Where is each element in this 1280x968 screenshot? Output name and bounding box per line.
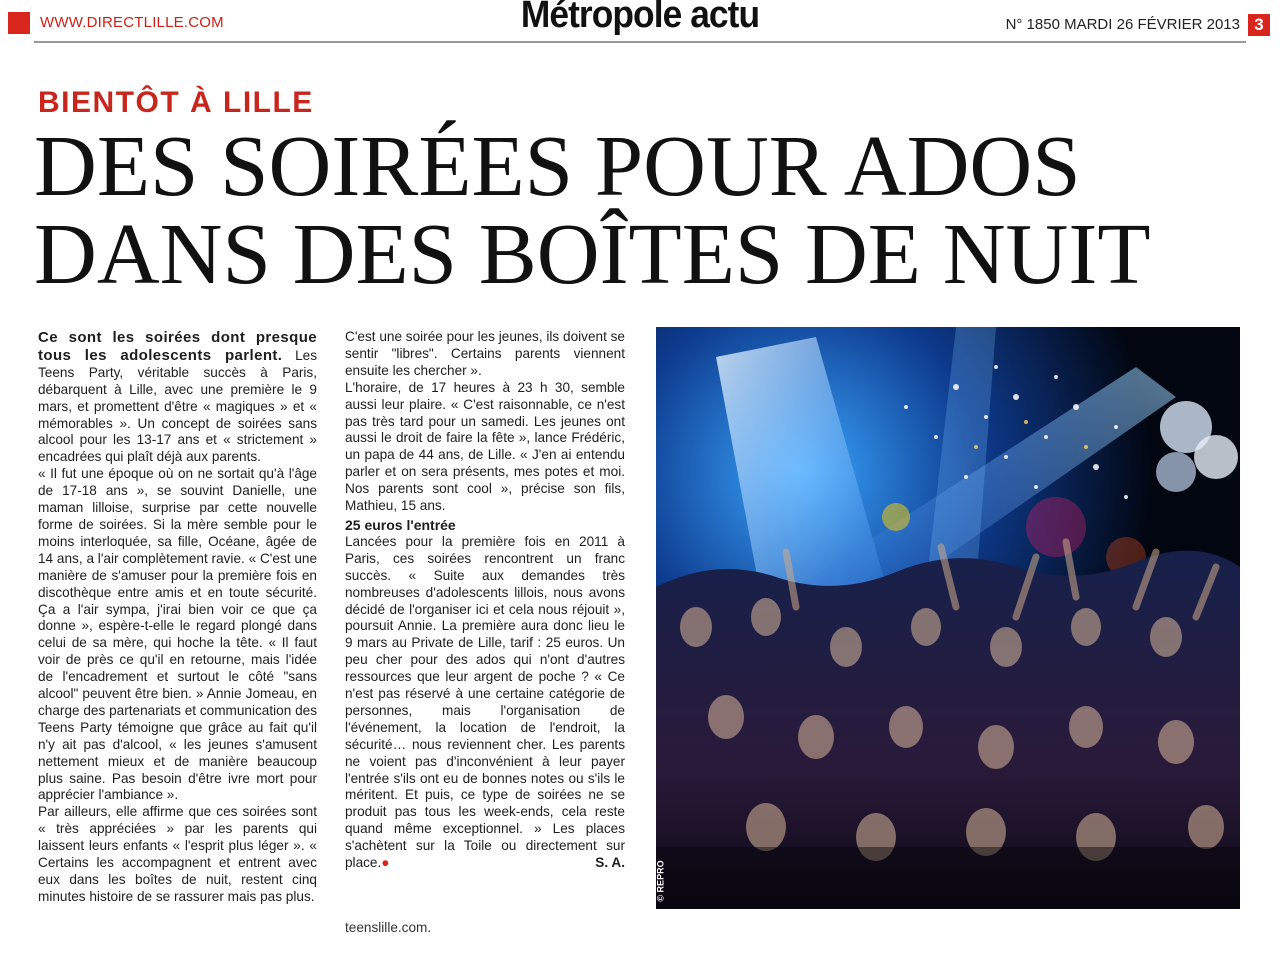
column-2-closing	[345, 534, 625, 872]
end-mark-icon: ●	[381, 855, 390, 871]
headline-line-1: DES SOIRÉES POUR ADOS	[34, 117, 1081, 214]
section-title: Métropole actu	[520, 0, 760, 36]
page-number: 3	[1248, 14, 1270, 36]
header-divider	[34, 41, 1246, 43]
article-column-1	[38, 329, 317, 906]
issue-date: N° 1850 MARDI 26 FÉVRIER 2013	[1005, 16, 1240, 33]
author-signature: S. A.	[595, 855, 625, 871]
red-square-marker	[8, 12, 30, 34]
subheading: 25 euros l'entrée	[345, 516, 456, 533]
photo-credit	[655, 858, 672, 908]
article-lead: Ce sont les soirées dont presque tous les adolescents parlent.	[38, 329, 317, 364]
site-url[interactable]: WWW.DIRECTLILLE.COM	[40, 14, 224, 31]
crowd-illustration	[656, 327, 1240, 909]
website-link[interactable]: teenslille.com.	[345, 920, 432, 935]
paragraph-6: Lancées pour la première fois en 2011 à Paris, ces soirées rencontrent un franc succès. « Suite aux demandes très nombreuses d'adolescents lillois, nous avons décidé de l'organiser ici et cela nous réjouit », poursuit Annie. La première aura donc lieu le 9 mars au Private de Lille, tarif : 25 euros. Un peu cher pour des ados qui n'ont d'autres ressources que leur argent de poche ? « Ce n'est pas réservé à une certaine catégorie de personnes, mais l'organisation de l'événement, la location de l'endroit, la sécurité… nous reviennent cher. Les parents ne voient pas d'inconvénient à leur payer l'entrée s'ils ont eu de bonnes notes ou s'ils le méritent. Et puis, ce type de soirées ne se produit pas tous les week-ends, cela reste quand même exceptionnel. » Les places s'achètent sur la Toile ou directement sur place.	[345, 533, 625, 871]
column-1-intro	[38, 329, 317, 466]
article-headline	[34, 117, 1254, 302]
photo-credit-text: © REPRO	[655, 860, 666, 902]
paragraph-4: C'est une soirée pour les jeunes, ils doivent se sentir "libres". Certains parents viennent ensuite les chercher ».	[345, 329, 625, 378]
paragraph-1: Les Teens Party, véritable succès à Paris, débarquent à Lille, avec une première le 9 mars, et promettent d'être « magiques » et « mémorables ». Un concept de soirées sans alcool pour les 13-17 ans et « strictement » encadrées qui plaît déjà aux parents.	[38, 347, 318, 465]
paragraph-2: « Il fut une époque où on ne sortait qu'à l'âge de 17-18 ans », se souvint Danielle, une maman lilloise, surprise par cette nouvelle forme de soirées. Si la mère semble pour le moins interloquée, sa fille, Océane, âgée de 14 ans, a l'air complètement ravie. « C'est une manière de s'amuser pour la première fois en discothèque entre amis et en toute sécurité. Ça a l'air sympa, j'irai bien voir ce que ça donne », espère-t-elle le regard plongé dans celui de sa mère, qui hoche la tête. « Il faut voir de près ce qu'il en retourne, mais l'idée de l'encadrement et surtout le côté "sans alcool" peuvent être bien. » Annie Jomeau, en charge des partenariats et communication des Teens Party témoigne que grâce au fait qu'il n'y ait pas d'alcool, « les jeunes s'amusent nettement mieux et de manière beaucoup plus saine. Pas besoin d'être ivre mort pour apprécier l'ambiance ».	[38, 466, 317, 803]
paragraph-3: Par ailleurs, elle affirme que ces soirées sont « très appréciées » par les parents qui laissent leurs enfants « l'esprit plus léger ». « Certains les accompagnent et entrent avec eux dans les boîtes de nuit, restent cinq minutes histoire de se rassurer mais pas plus.	[38, 804, 317, 904]
article-column-2	[345, 329, 625, 872]
paragraph-5: L'horaire, de 17 heures à 23 h 30, semble aussi leur plaire. « C'est raisonnable, ce n'est pas très tard pour un samedi. Les jeunes ont aussi le droit de faire la fête », lance Frédéric, un papa de 44 ans, de Lille. « J'en ai entendu parler et on sera présents, mes potes et moi. Nos parents sont cool », précise son fils, Mathieu, 15 ans.	[345, 379, 625, 514]
masthead-banner	[0, 0, 1280, 44]
article-kicker: BIENTÔT À LILLE	[38, 86, 314, 119]
headline-line-2: DANS DES BOÎTES DE NUIT	[34, 205, 1151, 302]
nightclub-photo	[656, 327, 1240, 909]
